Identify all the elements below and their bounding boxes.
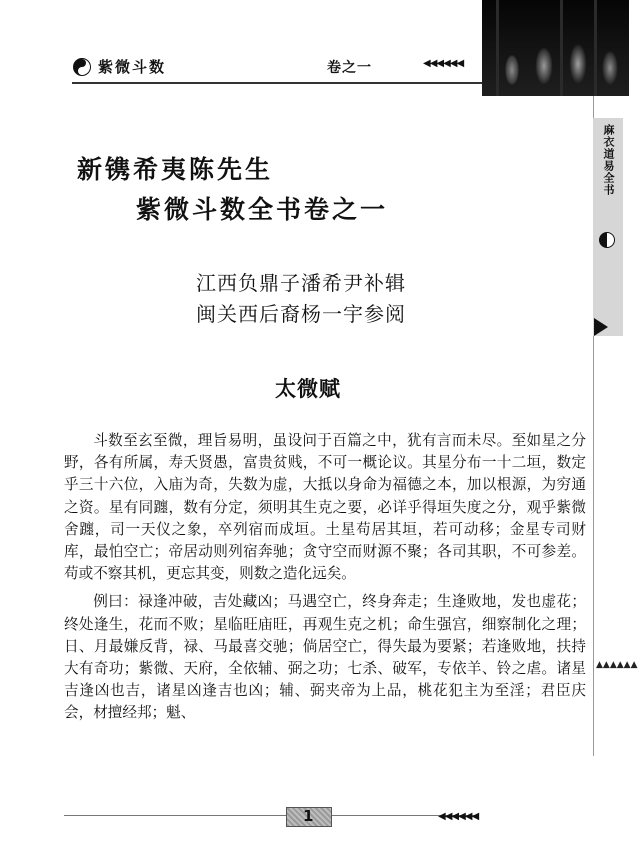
running-header-chapter: 卷之一: [327, 60, 372, 76]
chevron-left-icon: ◀◀◀◀◀◀: [423, 58, 464, 69]
yin-yang-icon: [599, 232, 615, 248]
chevron-up-icon: ▲▲▲▲▲▲: [596, 660, 638, 670]
body-text: [64, 430, 586, 725]
section-title: 太微赋: [275, 377, 341, 401]
arrow-right-icon: [594, 318, 608, 336]
author-line2: 闽关西后裔杨一宇参阅: [196, 302, 406, 326]
paragraph: 例曰：禄逢冲破，吉处藏凶；马遇空亡，终身奔走；生逢败地，发也虚花；终处逢生，花而不败；星临旺庙旺，再观生克之机；命生强宫，细察制化之理；日、月最嫌反背，禄、马最喜交驰；倘居空亡，得失最为要紧；若逢败地，扶持大有奇功；紫微、天府，全依辅、弼之功；七杀、破军，专依羊、铃之虐。诸星吉逢凶也吉，诸星凶逢吉也凶；辅、弼夹帝为上品，桃花犯主为至淫；君臣庆会，材擅经邦；魁、: [64, 593, 586, 722]
page-number: 1: [303, 807, 314, 825]
corner-photo: [482, 0, 629, 96]
author-line1: 江西负鼎子潘希尹补辑: [196, 271, 406, 295]
book-title-line1: 新镌希夷陈先生: [77, 155, 274, 184]
yin-yang-icon: [73, 58, 91, 76]
running-header-title: 紫微斗数: [98, 58, 167, 76]
footer-rule: [64, 815, 479, 816]
side-tab-label: 麻衣道易全书: [602, 124, 615, 196]
paragraph: 斗数至玄至微，理旨易明，虽设问于百篇之中，犹有言而未尽。至如星之分野，各有所属，寿夭贤愚，富贵贫贱，不可一概论议。其星分布一十二垣，数定乎三十六位，入庙为奇，失数为虚，大抵以身命为福德之本，加以根源，为穷通之资。星有同躔，数有分定，须明其生克之要，必详乎得垣失度之分，观乎紫微舍躔，司一天仪之象，卒列宿而成垣。土星苟居其垣，若可动移；金星专司财库，最怕空亡；帝居动则列宿奔驰；贪守空而财源不聚；各司其职，不可参差。苟或不察其机，更忘其变，则数之造化远矣。: [64, 432, 586, 583]
chevron-left-icon: ◀◀◀◀◀◀: [438, 811, 479, 822]
book-title-line2: 紫微斗数全书卷之一: [136, 195, 389, 224]
